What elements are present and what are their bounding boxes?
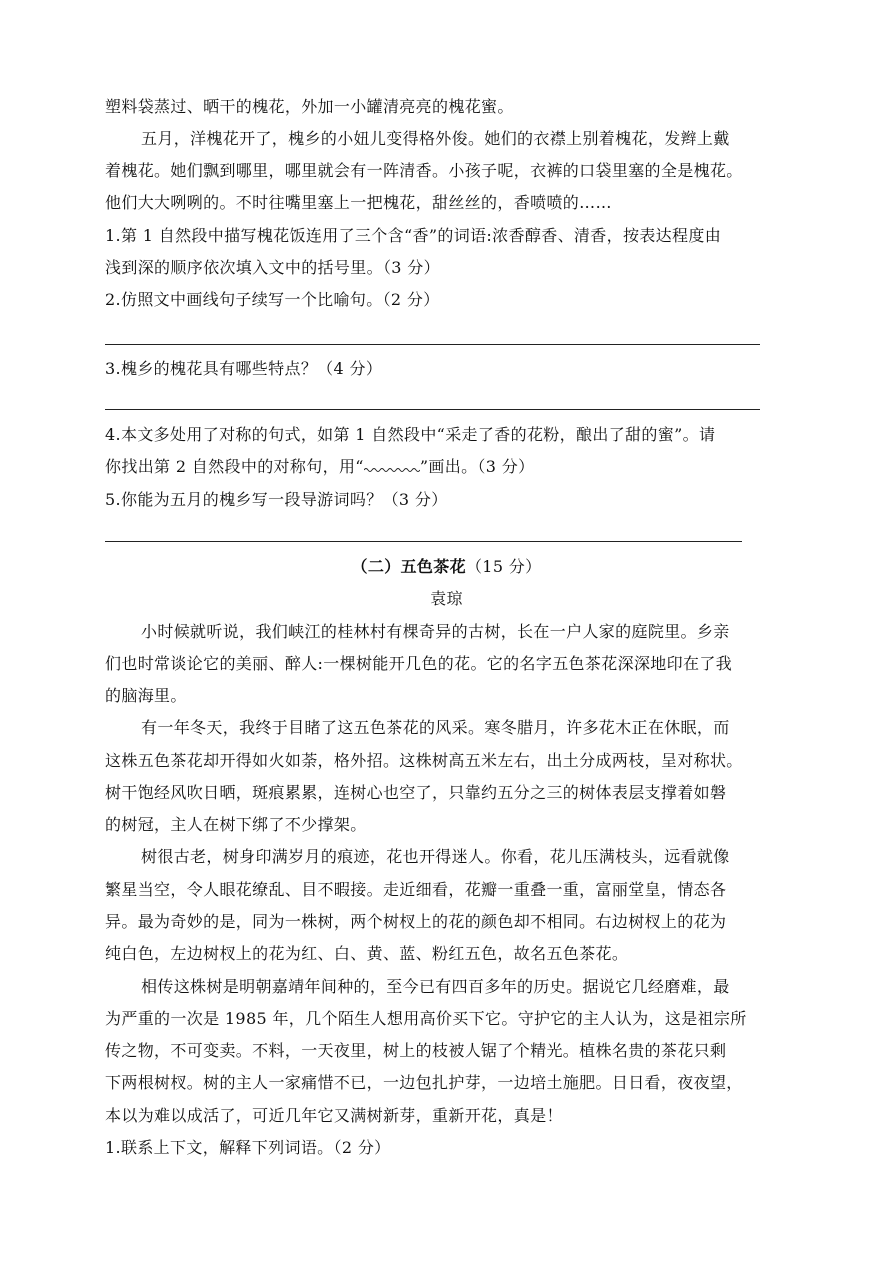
passage2-line-14: 传之物，不可变卖。不料，一天夜里，树上的枝被人锯了个精光。植株名贵的茶花只剩: [105, 1041, 727, 1060]
passage2-line-15: 下两根树杈。树的主人一家痛惜不已，一边包扎护芽，一边培土施肥。日日看，夜夜望，: [105, 1073, 743, 1092]
question-4-line-1: 4.本文多处用了对称的句式，如第 1 自然段中“采走了香的花粉，酿出了甜的蜜”。请: [105, 425, 716, 444]
question-5: 5.你能为五月的槐乡写一段导游词吗？（3 分）: [105, 490, 448, 509]
question-3: 3.槐乡的槐花具有哪些特点？（4 分）: [105, 359, 383, 378]
answer-line-q5[interactable]: [105, 541, 742, 542]
passage2-line-6: 树干饱经风吹日晒，斑痕累累，连树心也空了，只靠约五分之三的树体表层支撑着如磐: [105, 783, 727, 802]
passage1-line-4: 他们大大咧咧的。不时往嘴里塞上一把槐花，甜丝丝的，香喷喷的……: [105, 193, 612, 212]
passage1-line-3: 着槐花。她们飘到哪里，哪里就会有一阵清香。小孩子呢，衣裤的口袋里塞的全是槐花。: [105, 161, 743, 180]
section-2-score: （15 分）: [465, 557, 542, 576]
passage1-line-2: 五月，洋槐花开了，槐乡的小妞儿变得格外俊。她们的衣襟上别着槐花，发辫上戴: [141, 129, 730, 148]
answer-line-q3[interactable]: [105, 409, 760, 410]
question-4-text-a: 你找出第 2 自然段中的对称句，用“: [105, 457, 364, 476]
section-2-author: 袁琼: [430, 589, 463, 608]
question-4-line-2: [105, 456, 795, 478]
passage2-line-9: 繁星当空，令人眼花缭乱、目不暇接。走近细看，花瓣一重叠一重，富丽堂皇，情态各: [105, 880, 727, 899]
passage1-line-1: 塑料袋蒸过、晒干的槐花，外加一小罐清亮亮的槐花蜜。: [105, 97, 514, 116]
section-2-title: [0, 556, 893, 578]
passage2-line-1: 小时候就听说，我们峡江的桂林村有棵奇异的古树，长在一户人家的庭院里。乡亲: [141, 622, 730, 641]
question-1-line-2: 浅到深的顺序依次填入文中的括号里。（3 分）: [105, 258, 440, 277]
section-2-title-text: （二）五色茶花: [351, 557, 466, 576]
passage2-line-3: 的脑海里。: [105, 686, 187, 705]
passage2-line-12: 相传这株树是明朝嘉靖年间种的，至今已有四百多年的历史。据说它几经磨难，最: [141, 977, 730, 996]
question-2: 2.仿照文中画线句子续写一个比喻句。（2 分）: [105, 290, 440, 309]
section-2-question-1: 1.联系上下文，解释下列词语。（2 分）: [105, 1138, 391, 1157]
passage2-line-11: 纯白色，左边树杈上的花为红、白、黄、蓝、粉红五色，故名五色茶花。: [105, 944, 629, 963]
wavy-underline-icon: [364, 464, 420, 474]
passage2-line-4: 有一年冬天，我终于目睹了这五色茶花的风采。寒冬腊月，许多花木正在休眠，而: [141, 718, 730, 737]
passage2-line-7: 的树冠，主人在树下绑了不少撑架。: [105, 815, 367, 834]
passage2-line-8: 树很古老，树身印满岁月的痕迹，花也开得迷人。你看，花儿压满枝头，远看就像: [141, 847, 730, 866]
passage2-line-13: 为严重的一次是 1985 年，几个陌生人想用高价买下它。守护它的主人认为，这是祖宗所: [105, 1009, 747, 1028]
passage2-line-5: 这株五色茶花却开得如火如荼，格外招。这株树高五米左右，出土分成两枝，呈对称状。: [105, 751, 743, 770]
passage2-line-16: 本以为难以成活了，可近几年它又满树新芽，重新开花，真是！: [105, 1106, 563, 1125]
passage2-line-10: 异。最为奇妙的是，同为一株树，两个树杈上的花的颜色却不相同。右边树杈上的花为: [105, 912, 727, 931]
question-1-line-1: 1.第 1 自然段中描写槐花饭连用了三个含“香”的词语:浓香醇香、清香，按表达程度由: [105, 226, 722, 245]
passage2-line-2: 们也时常谈论它的美丽、醉人:一棵树能开几色的花。它的名字五色茶花深深地印在了我: [105, 654, 733, 673]
question-4-text-b: ”画出。（3 分）: [419, 457, 535, 476]
answer-line-q2[interactable]: [105, 344, 760, 345]
